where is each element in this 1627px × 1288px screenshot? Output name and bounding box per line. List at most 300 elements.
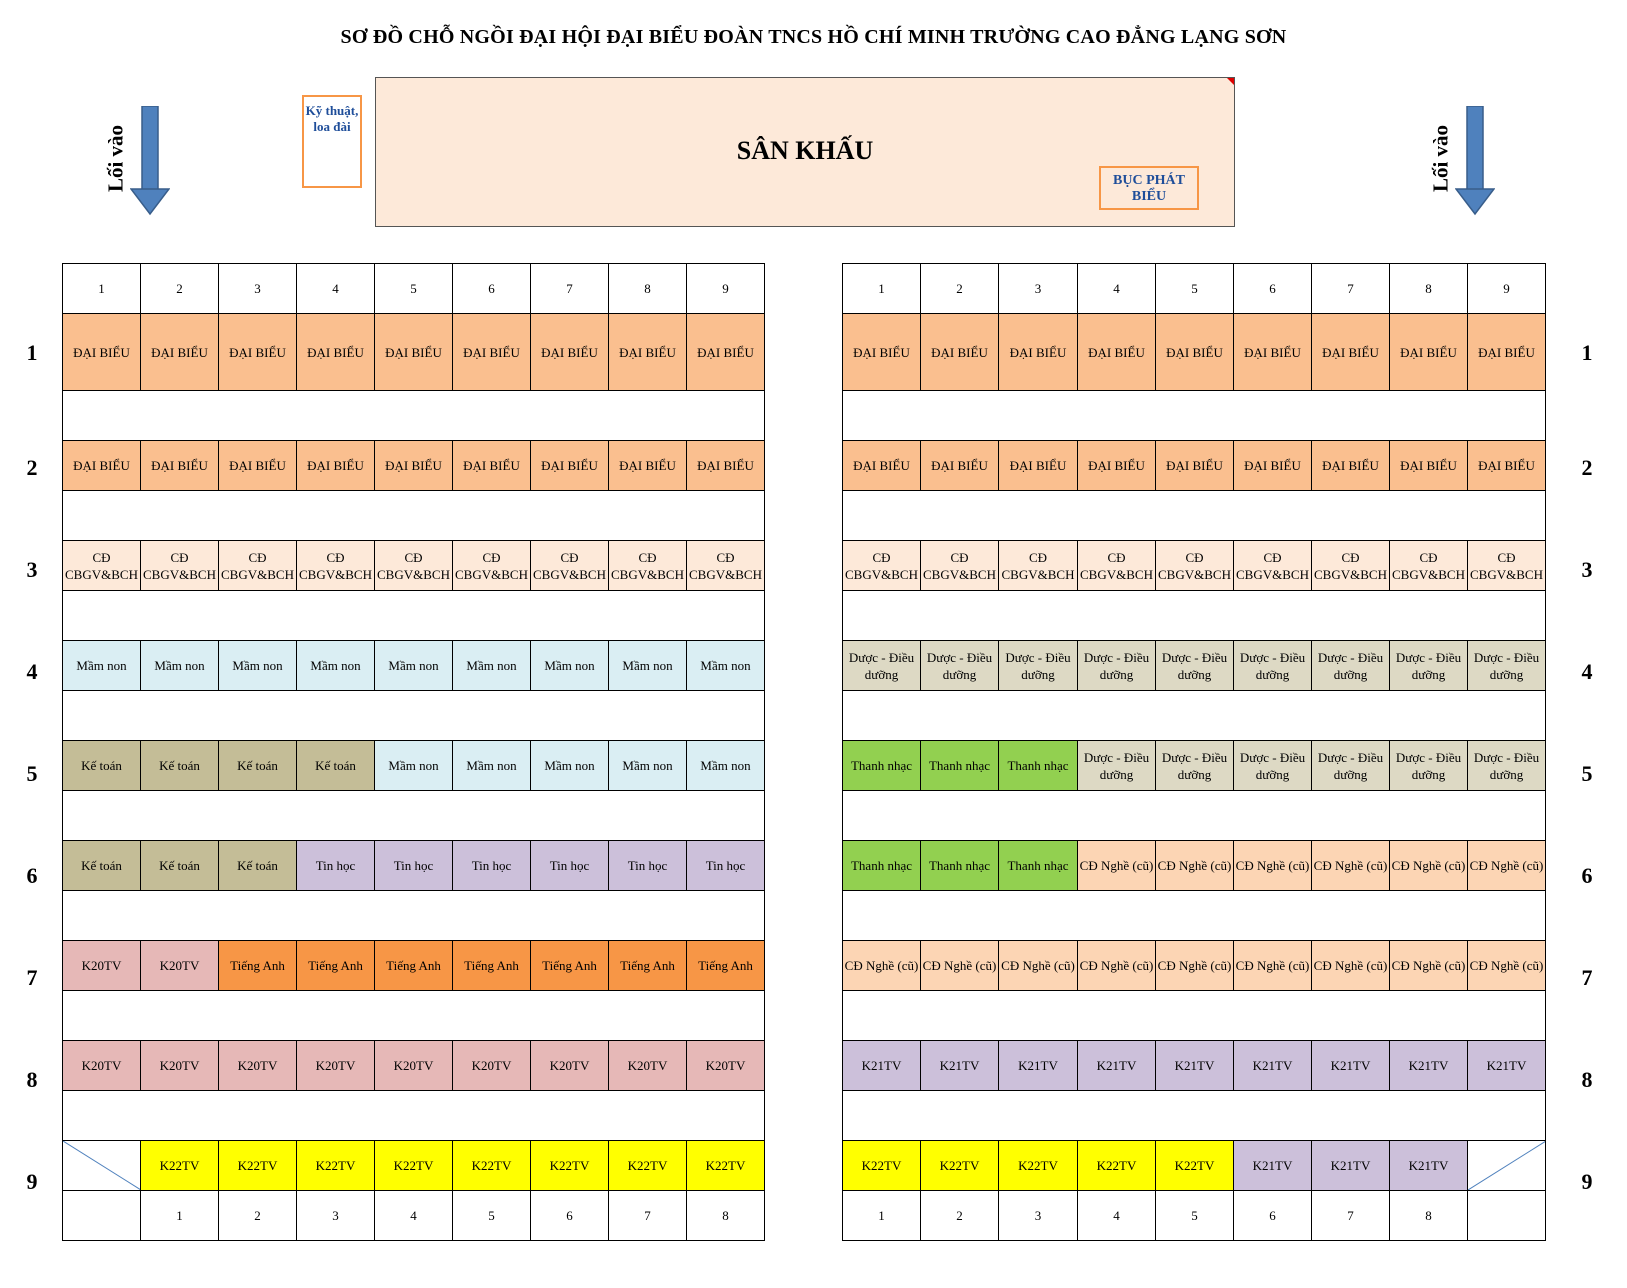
aisle-cell <box>453 891 531 941</box>
aisle-cell <box>453 791 531 841</box>
seat-cell: Kế toán <box>141 741 219 791</box>
seat-cell: K21TV <box>999 1041 1078 1091</box>
seat-cell: CĐ Nghề (cũ) <box>1234 941 1312 991</box>
seat-cell: Tin học <box>531 841 609 891</box>
empty-seat-cell <box>63 1141 141 1191</box>
seat-cell: K21TV <box>1078 1041 1156 1091</box>
row-number: 5 <box>26 761 38 786</box>
aisle-cell <box>609 891 687 941</box>
seat-cell: Kế toán <box>141 841 219 891</box>
seat-cell: Tin học <box>297 841 375 891</box>
aisle-cell <box>141 491 219 541</box>
aisle-cell <box>1078 491 1156 541</box>
seat-cell: CĐ CBGV&BCH <box>609 541 687 591</box>
column-number: 1 <box>63 264 141 314</box>
aisle-cell <box>1312 891 1390 941</box>
aisle-cell <box>921 891 999 941</box>
seat-cell: K21TV <box>1312 1141 1390 1191</box>
seat-cell: ĐẠI BIỂU <box>687 314 765 391</box>
seat-cell: K21TV <box>1234 1141 1312 1191</box>
seat-cell: ĐẠI BIỂU <box>375 314 453 391</box>
aisle-cell <box>375 891 453 941</box>
aisle-cell <box>1468 991 1546 1041</box>
row-number: 1 <box>26 340 38 365</box>
aisle-row <box>843 891 1546 941</box>
seat-cell: K21TV <box>843 1041 921 1091</box>
seat-cell: Tin học <box>375 841 453 891</box>
column-number: 7 <box>531 264 609 314</box>
aisle-cell <box>63 691 141 741</box>
aisle-cell <box>1156 591 1234 641</box>
aisle-cell <box>375 991 453 1041</box>
column-number: 3 <box>999 264 1078 314</box>
seat-cell: ĐẠI BIỂU <box>1156 314 1234 391</box>
seat-cell: K20TV <box>687 1041 765 1091</box>
seat-row <box>63 941 765 991</box>
seat-cell: K22TV <box>141 1141 219 1191</box>
seat-cell: K22TV <box>531 1141 609 1191</box>
seat-cell: ĐẠI BIỂU <box>297 314 375 391</box>
row-number: 2 <box>26 455 38 480</box>
aisle-row <box>843 591 1546 641</box>
seat-cell: Dược - Điều dưỡng <box>1390 641 1468 691</box>
seat-cell: CĐ CBGV&BCH <box>843 541 921 591</box>
seat-cell: K22TV <box>375 1141 453 1191</box>
row-number: 4 <box>26 659 38 684</box>
seat-cell: ĐẠI BIỂU <box>1468 314 1546 391</box>
aisle-cell <box>921 991 999 1041</box>
seat-cell: ĐẠI BIỂU <box>219 314 297 391</box>
seat-cell: Kế toán <box>297 741 375 791</box>
seat-cell: ĐẠI BIỂU <box>1468 441 1546 491</box>
aisle-cell <box>297 991 375 1041</box>
seat-cell: ĐẠI BIỂU <box>1078 441 1156 491</box>
aisle-cell <box>687 691 765 741</box>
seat-row <box>843 1141 1546 1191</box>
seat-cell: Dược - Điều dưỡng <box>1078 741 1156 791</box>
seat-cell: ĐẠI BIỂU <box>297 441 375 491</box>
column-number-row <box>843 264 1546 314</box>
column-number: 6 <box>1234 264 1312 314</box>
seat-cell: K20TV <box>141 941 219 991</box>
seat-number <box>63 1191 141 1241</box>
seat-cell: ĐẠI BIỂU <box>843 314 921 391</box>
aisle-cell <box>1234 691 1312 741</box>
seat-cell: Mầm non <box>375 741 453 791</box>
seat-cell: Dược - Điều dưỡng <box>999 641 1078 691</box>
seat-cell: Dược - Điều dưỡng <box>1468 641 1546 691</box>
seat-cell: ĐẠI BIỂU <box>531 441 609 491</box>
seat-cell: CĐ CBGV&BCH <box>1156 541 1234 591</box>
seat-cell: Mầm non <box>531 741 609 791</box>
aisle-cell <box>531 891 609 941</box>
seat-cell: K21TV <box>1390 1141 1468 1191</box>
row-number: 6 <box>1581 863 1593 888</box>
aisle-cell <box>531 591 609 641</box>
aisle-cell <box>531 1091 609 1141</box>
aisle-cell <box>921 491 999 541</box>
aisle-cell <box>453 591 531 641</box>
seat-number: 1 <box>141 1191 219 1241</box>
aisle-cell <box>687 791 765 841</box>
seat-cell: ĐẠI BIỂU <box>1234 314 1312 391</box>
aisle-cell <box>1234 391 1312 441</box>
column-number: 5 <box>1156 264 1234 314</box>
seat-cell: Tiếng Anh <box>375 941 453 991</box>
aisle-cell <box>141 1091 219 1141</box>
aisle-cell <box>921 591 999 641</box>
aisle-cell <box>375 791 453 841</box>
seat-cell: K22TV <box>687 1141 765 1191</box>
seat-row <box>63 441 765 491</box>
column-number: 4 <box>297 264 375 314</box>
aisle-cell <box>63 591 141 641</box>
aisle-cell <box>1468 691 1546 741</box>
seat-cell: Mầm non <box>63 641 141 691</box>
entrance-left <box>90 100 170 220</box>
seat-cell: Dược - Điều dưỡng <box>1234 641 1312 691</box>
aisle-cell <box>531 691 609 741</box>
aisle-row <box>63 991 765 1041</box>
aisle-cell <box>1468 391 1546 441</box>
seat-row <box>63 314 765 391</box>
seat-cell: CĐ CBGV&BCH <box>1390 541 1468 591</box>
aisle-row <box>843 391 1546 441</box>
aisle-cell <box>1234 1091 1312 1141</box>
seat-cell: K20TV <box>63 1041 141 1091</box>
podium: BỤC PHÁT BIỂU <box>1099 166 1199 210</box>
aisle-cell <box>219 491 297 541</box>
seat-cell: Mầm non <box>219 641 297 691</box>
seat-row <box>843 741 1546 791</box>
aisle-cell <box>219 691 297 741</box>
seat-row <box>63 541 765 591</box>
aisle-cell <box>1078 991 1156 1041</box>
seating-block-left <box>62 263 765 1241</box>
aisle-cell <box>1156 991 1234 1041</box>
row-number: 9 <box>26 1169 38 1194</box>
aisle-cell <box>1390 891 1468 941</box>
aisle-cell <box>1078 591 1156 641</box>
seat-cell: CĐ Nghề (cũ) <box>843 941 921 991</box>
empty-seat-cell <box>1468 1141 1546 1191</box>
seat-cell: ĐẠI BIỂU <box>921 441 999 491</box>
seat-row <box>63 741 765 791</box>
seat-cell: Thanh nhạc <box>921 841 999 891</box>
seat-cell: Tiếng Anh <box>453 941 531 991</box>
seat-cell: K20TV <box>63 941 141 991</box>
seat-row <box>63 1141 765 1191</box>
seat-cell: K21TV <box>1312 1041 1390 1091</box>
seat-cell: CĐ CBGV&BCH <box>1468 541 1546 591</box>
seat-number: 3 <box>999 1191 1078 1241</box>
aisle-cell <box>297 691 375 741</box>
aisle-cell <box>141 591 219 641</box>
aisle-cell <box>219 391 297 441</box>
column-number: 2 <box>921 264 999 314</box>
aisle-cell <box>1468 1091 1546 1141</box>
aisle-cell <box>63 791 141 841</box>
seat-cell: Mầm non <box>453 641 531 691</box>
seat-cell: ĐẠI BIỂU <box>453 441 531 491</box>
aisle-cell <box>1312 691 1390 741</box>
seat-cell: ĐẠI BIỂU <box>1312 441 1390 491</box>
aisle-row <box>843 791 1546 841</box>
aisle-cell <box>687 891 765 941</box>
seat-cell: CĐ CBGV&BCH <box>921 541 999 591</box>
seat-cell: K22TV <box>219 1141 297 1191</box>
aisle-cell <box>1078 391 1156 441</box>
seat-cell: K22TV <box>843 1141 921 1191</box>
seat-cell: CĐ CBGV&BCH <box>1312 541 1390 591</box>
seat-cell: CĐ CBGV&BCH <box>63 541 141 591</box>
seat-row <box>843 941 1546 991</box>
aisle-cell <box>1468 491 1546 541</box>
seat-row <box>843 841 1546 891</box>
seat-cell: K22TV <box>1156 1141 1234 1191</box>
seat-cell: CĐ Nghề (cũ) <box>1468 841 1546 891</box>
seat-number: 1 <box>843 1191 921 1241</box>
aisle-cell <box>921 391 999 441</box>
seat-cell: ĐẠI BIỂU <box>375 441 453 491</box>
aisle-cell <box>141 991 219 1041</box>
seat-cell: Mầm non <box>687 641 765 691</box>
column-number: 3 <box>219 264 297 314</box>
aisle-cell <box>297 791 375 841</box>
aisle-cell <box>843 791 921 841</box>
aisle-cell <box>609 1091 687 1141</box>
aisle-cell <box>1312 391 1390 441</box>
stage-label: SÂN KHẤU <box>736 136 874 165</box>
seat-row <box>843 314 1546 391</box>
aisle-cell <box>999 591 1078 641</box>
seat-cell: ĐẠI BIỂU <box>1078 314 1156 391</box>
seat-cell: CĐ Nghề (cũ) <box>1468 941 1546 991</box>
aisle-cell <box>453 491 531 541</box>
seat-cell: CĐ CBGV&BCH <box>1078 541 1156 591</box>
seat-cell: Tiếng Anh <box>531 941 609 991</box>
seat-cell: Tiếng Anh <box>609 941 687 991</box>
seat-cell: ĐẠI BIỂU <box>609 441 687 491</box>
seat-cell: Dược - Điều dưỡng <box>921 641 999 691</box>
entrance-label: Lối vào <box>103 124 128 193</box>
column-number: 1 <box>843 264 921 314</box>
seat-cell: K21TV <box>1468 1041 1546 1091</box>
aisle-cell <box>63 391 141 441</box>
aisle-cell <box>1078 1091 1156 1141</box>
seat-cell: ĐẠI BIỂU <box>843 441 921 491</box>
seat-cell: CĐ CBGV&BCH <box>453 541 531 591</box>
row-number: 8 <box>26 1067 38 1092</box>
aisle-cell <box>1156 1091 1234 1141</box>
seat-number: 6 <box>531 1191 609 1241</box>
arrow-down-icon <box>130 106 170 216</box>
seat-cell: Tiếng Anh <box>219 941 297 991</box>
row-number: 3 <box>26 557 38 582</box>
aisle-cell <box>297 1091 375 1141</box>
column-number: 6 <box>453 264 531 314</box>
aisle-cell <box>375 591 453 641</box>
seat-cell: Kế toán <box>219 841 297 891</box>
aisle-cell <box>141 391 219 441</box>
seat-cell: ĐẠI BIỂU <box>63 314 141 391</box>
seat-cell: ĐẠI BIỂU <box>63 441 141 491</box>
aisle-cell <box>1312 1091 1390 1141</box>
aisle-cell <box>141 891 219 941</box>
seat-cell: Mầm non <box>531 641 609 691</box>
aisle-cell <box>1234 491 1312 541</box>
aisle-cell <box>1468 591 1546 641</box>
seat-cell: CĐ CBGV&BCH <box>531 541 609 591</box>
seat-cell: Kế toán <box>63 741 141 791</box>
seat-cell: CĐ CBGV&BCH <box>297 541 375 591</box>
aisle-cell <box>531 391 609 441</box>
aisle-cell <box>63 491 141 541</box>
aisle-cell <box>297 891 375 941</box>
seat-cell: ĐẠI BIỂU <box>219 441 297 491</box>
aisle-row <box>63 391 765 441</box>
seat-cell: Mầm non <box>141 641 219 691</box>
seat-cell: CĐ CBGV&BCH <box>141 541 219 591</box>
seat-row <box>843 541 1546 591</box>
seat-cell: K21TV <box>1156 1041 1234 1091</box>
row-number: 8 <box>1581 1067 1593 1092</box>
aisle-cell <box>297 491 375 541</box>
aisle-cell <box>531 991 609 1041</box>
seat-number: 8 <box>687 1191 765 1241</box>
aisle-cell <box>1312 791 1390 841</box>
column-number: 9 <box>687 264 765 314</box>
aisle-cell <box>219 591 297 641</box>
aisle-cell <box>297 591 375 641</box>
aisle-cell <box>999 791 1078 841</box>
row-number: 7 <box>1581 965 1593 990</box>
aisle-cell <box>141 791 219 841</box>
seat-cell: CĐ Nghề (cũ) <box>1078 941 1156 991</box>
aisle-cell <box>219 1091 297 1141</box>
seat-cell: ĐẠI BIỂU <box>1234 441 1312 491</box>
seat-cell: ĐẠI BIỂU <box>921 314 999 391</box>
seat-cell: Tiếng Anh <box>297 941 375 991</box>
aisle-cell <box>609 391 687 441</box>
seat-cell: K20TV <box>375 1041 453 1091</box>
diagonal-line <box>63 1141 141 1190</box>
seat-cell: ĐẠI BIỂU <box>1156 441 1234 491</box>
seat-cell: K20TV <box>453 1041 531 1091</box>
seat-cell: Dược - Điều dưỡng <box>1468 741 1546 791</box>
aisle-cell <box>219 991 297 1041</box>
aisle-cell <box>453 691 531 741</box>
aisle-cell <box>1468 891 1546 941</box>
aisle-cell <box>609 491 687 541</box>
stage-corner-marker <box>1227 78 1234 85</box>
seat-cell: Mầm non <box>609 641 687 691</box>
seat-cell: Mầm non <box>609 741 687 791</box>
seat-row <box>843 1041 1546 1091</box>
seat-cell: K22TV <box>1078 1141 1156 1191</box>
aisle-cell <box>843 691 921 741</box>
aisle-row <box>63 891 765 941</box>
seat-number: 5 <box>1156 1191 1234 1241</box>
aisle-cell <box>1390 691 1468 741</box>
aisle-cell <box>843 991 921 1041</box>
seat-cell: K22TV <box>999 1141 1078 1191</box>
seat-cell: ĐẠI BIỂU <box>687 441 765 491</box>
seat-row <box>843 641 1546 691</box>
seat-cell: K20TV <box>297 1041 375 1091</box>
aisle-cell <box>375 391 453 441</box>
technical-booth: Kỹ thuật, loa đài <box>302 95 362 188</box>
seat-cell: Mầm non <box>453 741 531 791</box>
column-number: 9 <box>1468 264 1546 314</box>
row-number: 3 <box>1581 557 1593 582</box>
seat-row <box>843 441 1546 491</box>
seat-cell: ĐẠI BIỂU <box>999 441 1078 491</box>
seat-cell: K22TV <box>609 1141 687 1191</box>
seat-cell: K22TV <box>297 1141 375 1191</box>
seat-cell: CĐ Nghề (cũ) <box>1234 841 1312 891</box>
aisle-cell <box>609 791 687 841</box>
seat-number: 2 <box>921 1191 999 1241</box>
aisle-cell <box>1390 591 1468 641</box>
seat-cell: ĐẠI BIỂU <box>453 314 531 391</box>
aisle-cell <box>141 691 219 741</box>
seat-cell: CĐ CBGV&BCH <box>219 541 297 591</box>
seat-cell: Dược - Điều dưỡng <box>1078 641 1156 691</box>
seat-cell: Thanh nhạc <box>843 741 921 791</box>
aisle-cell <box>1234 891 1312 941</box>
row-number: 1 <box>1581 340 1593 365</box>
seat-cell: CĐ Nghề (cũ) <box>999 941 1078 991</box>
column-number-row <box>63 264 765 314</box>
column-number: 4 <box>1078 264 1156 314</box>
seat-row <box>63 841 765 891</box>
aisle-cell <box>219 891 297 941</box>
aisle-cell <box>375 1091 453 1141</box>
aisle-cell <box>687 391 765 441</box>
aisle-cell <box>999 391 1078 441</box>
aisle-cell <box>1156 391 1234 441</box>
aisle-cell <box>1156 491 1234 541</box>
entrance-right <box>1415 100 1495 220</box>
aisle-cell <box>219 791 297 841</box>
seat-cell: CĐ CBGV&BCH <box>999 541 1078 591</box>
seat-cell: CĐ CBGV&BCH <box>1234 541 1312 591</box>
aisle-row <box>843 491 1546 541</box>
column-number: 8 <box>609 264 687 314</box>
seat-cell: ĐẠI BIỂU <box>141 314 219 391</box>
seat-cell: ĐẠI BIỂU <box>999 314 1078 391</box>
seat-cell: K20TV <box>141 1041 219 1091</box>
aisle-row <box>63 1091 765 1141</box>
row-number: 2 <box>1581 455 1593 480</box>
aisle-cell <box>297 391 375 441</box>
seat-cell: K22TV <box>453 1141 531 1191</box>
seat-cell: Dược - Điều dưỡng <box>843 641 921 691</box>
aisle-cell <box>1156 691 1234 741</box>
aisle-cell <box>843 491 921 541</box>
seat-number: 7 <box>1312 1191 1390 1241</box>
aisle-cell <box>843 391 921 441</box>
aisle-cell <box>843 891 921 941</box>
aisle-cell <box>375 691 453 741</box>
seat-cell: ĐẠI BIỂU <box>1390 441 1468 491</box>
row-number: 4 <box>1581 659 1593 684</box>
aisle-cell <box>843 1091 921 1141</box>
seat-number: 7 <box>609 1191 687 1241</box>
column-number: 8 <box>1390 264 1468 314</box>
aisle-row <box>63 791 765 841</box>
